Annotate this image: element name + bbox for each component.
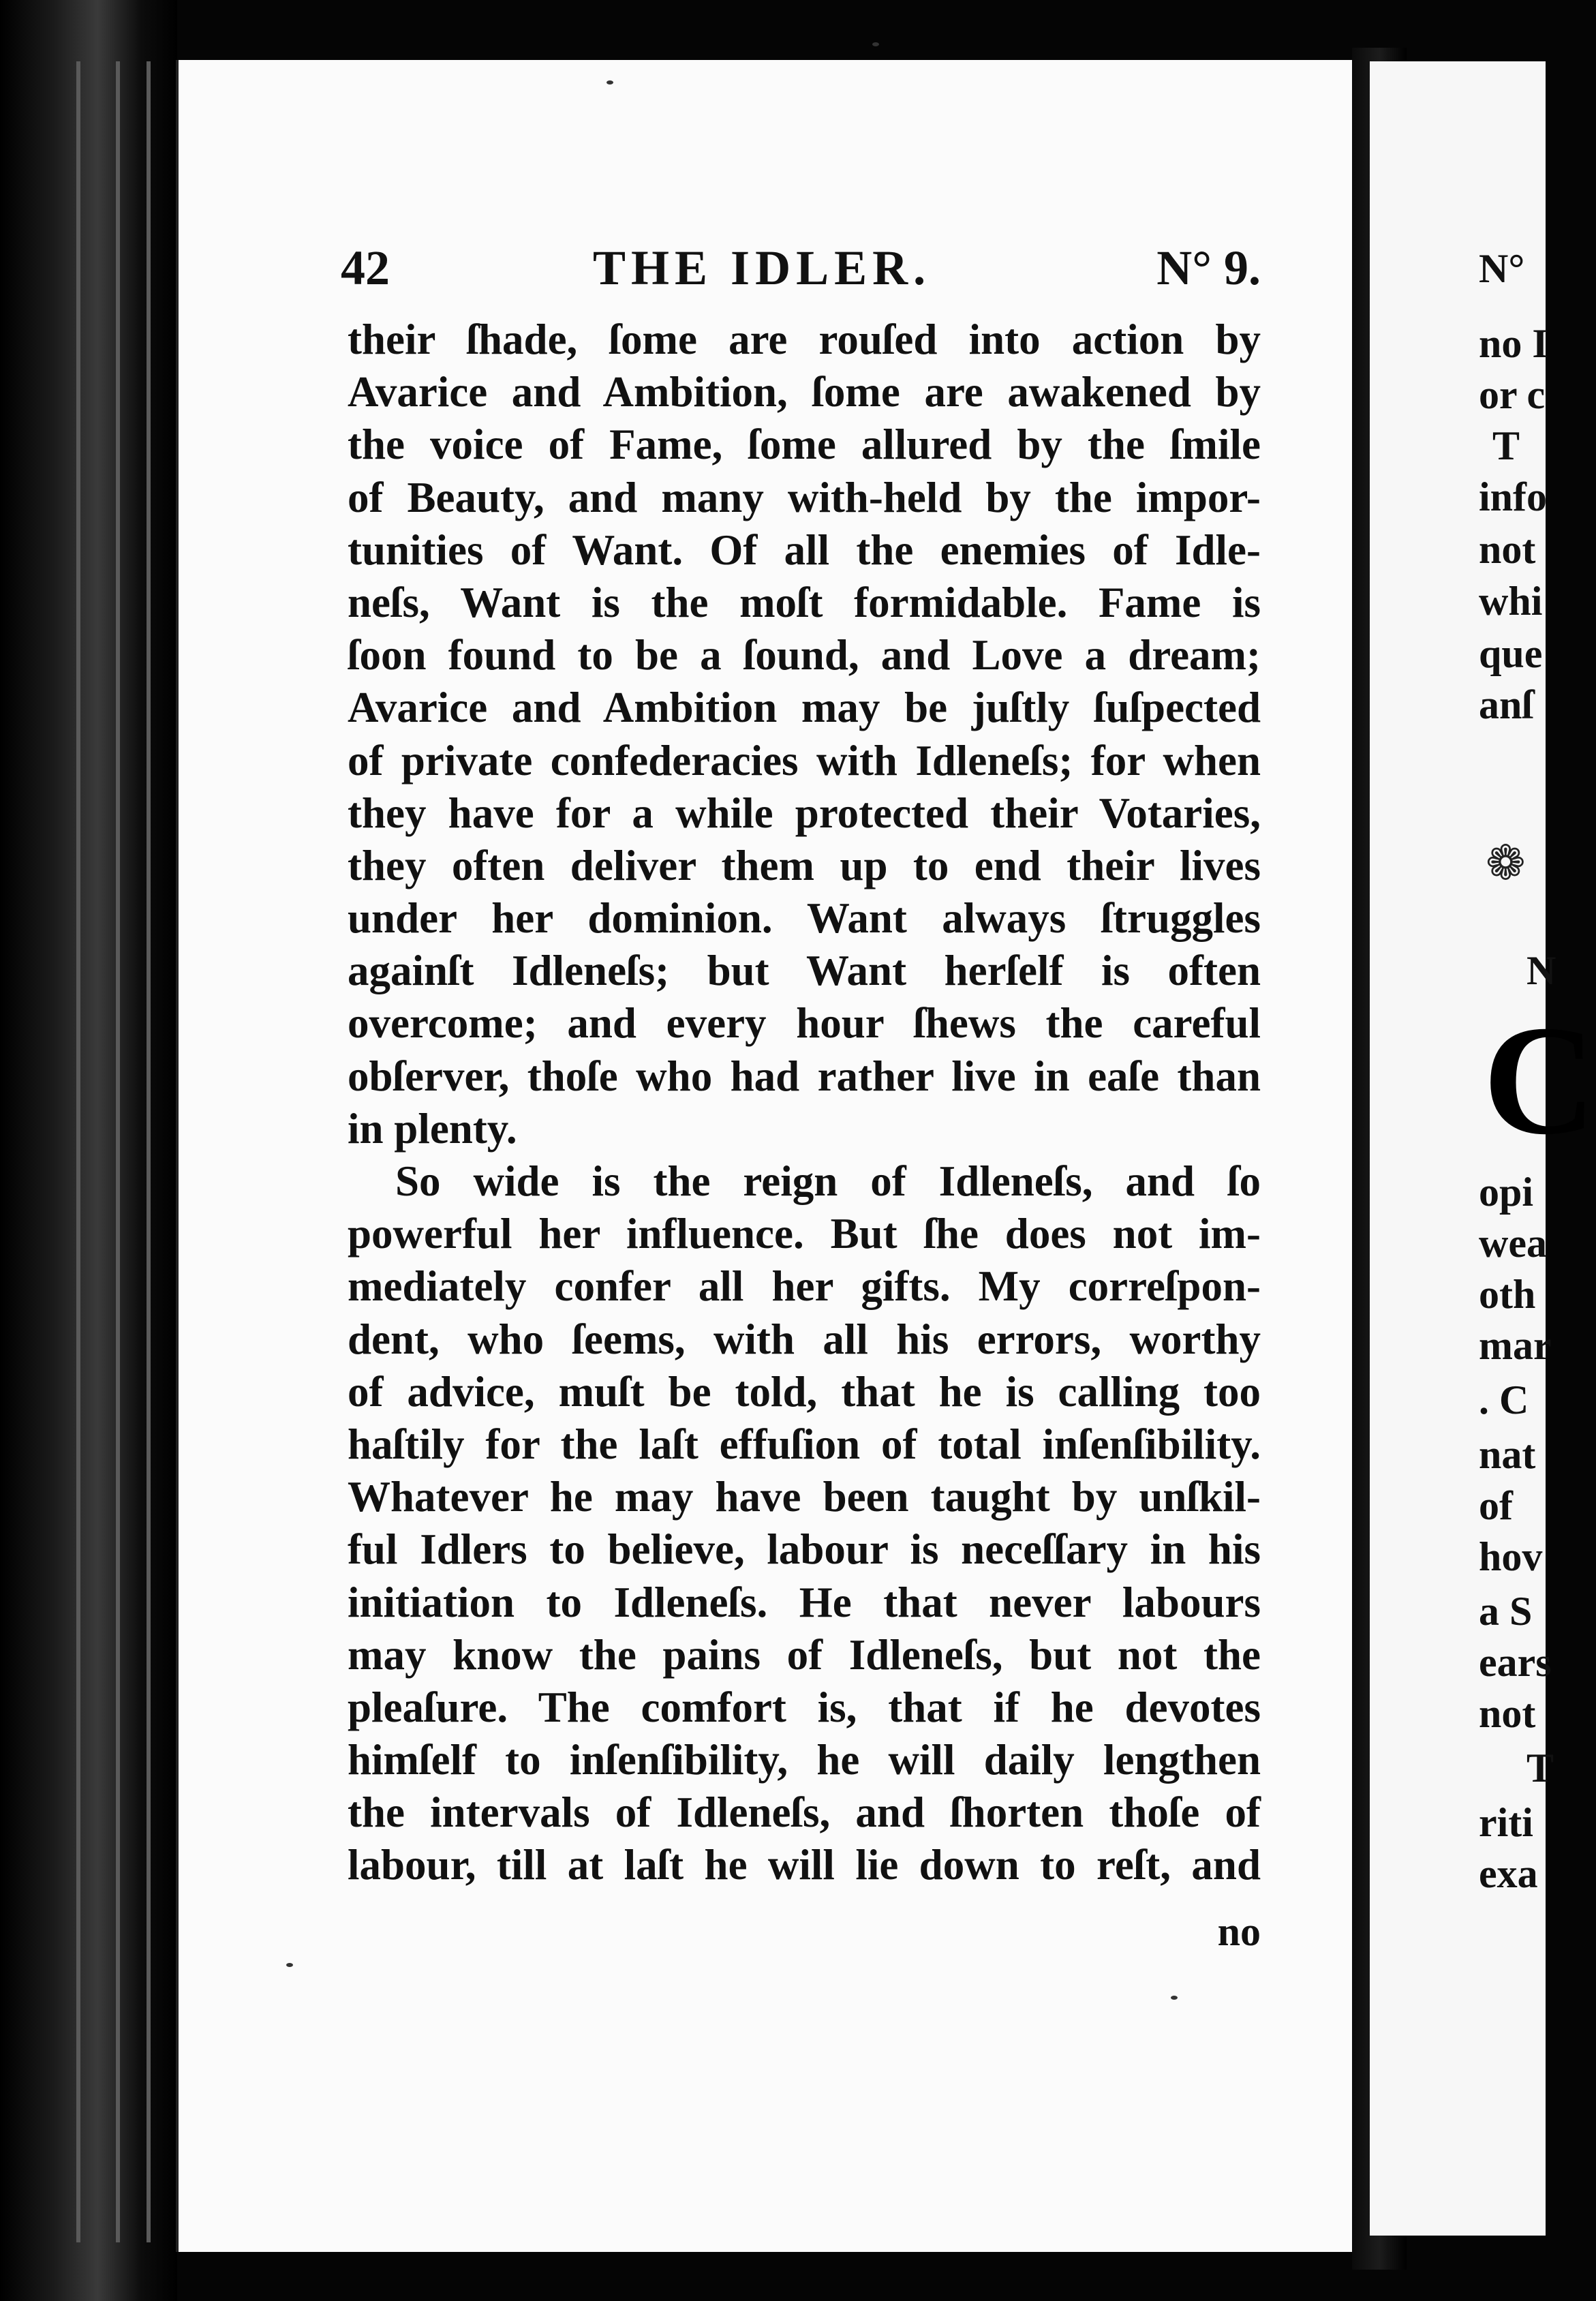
text-line: ſoon found to be a ſound, and Love a dream; [348, 631, 1261, 680]
book-spine [0, 0, 177, 2301]
page-header [341, 240, 1261, 315]
facing-page-fragment: exa [1479, 1851, 1538, 1896]
text-line: ful Idlers to believe, labour is neceſſary in his [348, 1525, 1261, 1574]
text-line: himſelf to inſenſibility, he will daily lengthen [348, 1736, 1261, 1784]
facing-page-fragment: anſ [1479, 682, 1534, 727]
facing-page-fragment: ears [1479, 1640, 1552, 1685]
text-line: under her dominion. Want always ſtruggles [348, 894, 1261, 943]
facing-page-fragment: mar [1479, 1323, 1552, 1368]
facing-page-fragment: oth [1479, 1272, 1536, 1317]
facing-page-fragment: hov [1479, 1534, 1543, 1579]
facing-page-fragment: or c [1479, 372, 1546, 417]
catchword: no [1217, 1909, 1261, 1954]
facing-page-fragment: whi [1479, 579, 1543, 624]
text-line: of private confederacies with Idleneſs; for when [348, 736, 1261, 784]
facing-page-fragment: no I [1479, 321, 1548, 366]
facing-page-fragment: riti [1479, 1800, 1533, 1845]
facing-page-fragment: a S [1479, 1589, 1533, 1634]
text-line: powerful her influence. But ſhe does not im- [348, 1210, 1261, 1258]
facing-page-fragment: of [1479, 1483, 1513, 1528]
spine-edge [76, 61, 80, 2242]
text-line: haſtily for the laſt effuſion of total inſenſibility. [348, 1420, 1261, 1468]
text-line: labour, till at laſt he will lie down to reſt, and [348, 1841, 1261, 1889]
text-line: Whatever he may have been taught by unſkil- [348, 1473, 1261, 1521]
text-line: tunities of Want. Of all the enemies of Idle- [348, 525, 1261, 574]
spine-edge [147, 61, 151, 2242]
spine-edge [116, 61, 120, 2242]
facing-page-fragment: not [1479, 1691, 1536, 1736]
text-line: may know the pains of Idleneſs, but not the [348, 1630, 1261, 1679]
text-line: they have for a while protected their Votaries, [348, 789, 1261, 837]
ink-speck [607, 80, 613, 85]
text-line: neſs, Want is the moſt formidable. Fame is [348, 578, 1261, 626]
text-line: dent, who ſeems, with all his errors, worthy [348, 1315, 1261, 1363]
issue-number: N° 9. [1156, 241, 1261, 295]
body-text [348, 314, 1261, 1892]
text-line: in plenty. [348, 1104, 517, 1153]
text-line: pleaſure. The comfort is, that if he devotes [348, 1683, 1261, 1731]
text-line: their ſhade, ſome are rouſed into action by [348, 316, 1261, 363]
facing-page-fragment: N [1526, 948, 1556, 993]
facing-page-fragment: info [1479, 474, 1548, 519]
facing-page-fragment: que [1479, 631, 1543, 676]
running-title: THE IDLER. [593, 241, 932, 295]
facing-page-fragment: . C [1479, 1377, 1529, 1422]
text-line: Avarice and Ambition may be juſtly ſuſpected [348, 684, 1261, 732]
text-line: of advice, muſt be told, that he is calling too [348, 1367, 1261, 1416]
ornament-icon: ❁ [1486, 838, 1526, 890]
text-line: mediately confer all her gifts. My correſpon- [348, 1262, 1261, 1311]
text-line: overcome; and every hour ſhews the careful [348, 999, 1261, 1048]
text-line: So wide is the reign of Idleneſs, and ſo [395, 1157, 1261, 1205]
facing-page-fragment: opi [1479, 1170, 1534, 1215]
text-line: the intervals of Idleneſs, and ſhorten thoſe of [348, 1788, 1261, 1837]
facing-page-fragment: T [1492, 423, 1520, 468]
facing-page-fragment: C [1483, 993, 1596, 1167]
facing-page-fragment: N° [1479, 246, 1525, 291]
page-number: 42 [341, 241, 390, 295]
ink-speck [1171, 1996, 1178, 2000]
text-line: of Beauty, and many with-held by the impor- [348, 473, 1261, 521]
text-line: Avarice and Ambition, ſome are awakened by [348, 368, 1261, 416]
text-line: initiation to Idleneſs. He that never labours [348, 1578, 1261, 1626]
text-line: obſerver, thoſe who had rather live in eaſe than [348, 1052, 1261, 1100]
facing-page-fragment: not [1479, 527, 1536, 572]
text-line: againſt Idleneſs; but Want herſelf is often [348, 947, 1261, 995]
facing-page-fragment: T [1526, 1746, 1554, 1790]
ink-speck [286, 1963, 293, 1967]
text-line: the voice of Fame, ſome allured by the ſmile [348, 421, 1261, 469]
facing-page-fragment: wea [1479, 1221, 1547, 1266]
ink-speck [872, 42, 879, 46]
text-line: they often deliver them up to end their lives [348, 841, 1261, 889]
facing-page-fragment: nat [1479, 1432, 1536, 1477]
